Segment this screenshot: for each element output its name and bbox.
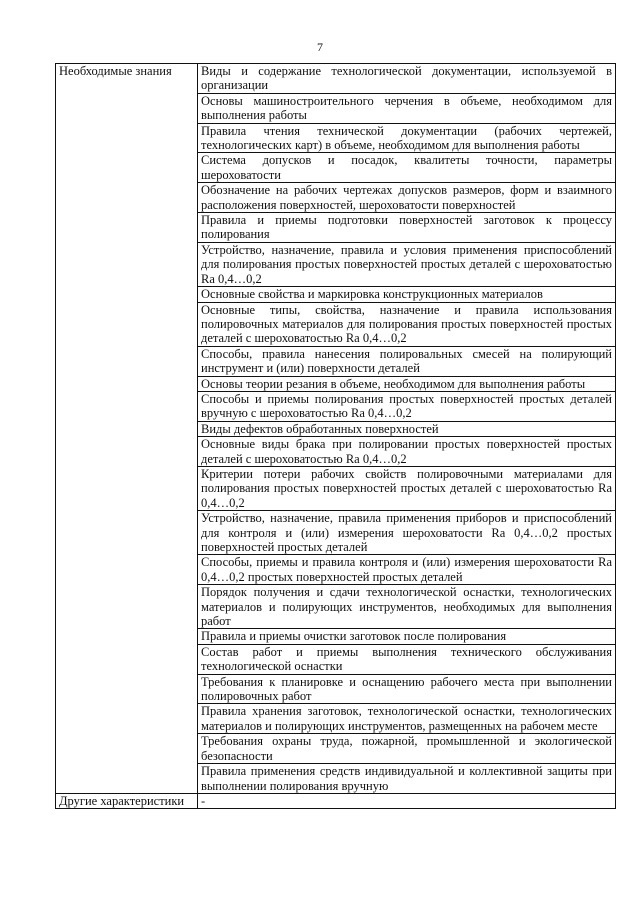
competency-table-body (56, 64, 616, 809)
requirement-item: Виды дефектов обработанных поверхностей (198, 421, 616, 436)
requirement-item: Устройство, назначение, правила и условия применения приспособлений для полирования простых поверхностей простых деталей с шероховатостью Ra 0,4…0,2 (198, 242, 616, 286)
table-row (56, 793, 616, 808)
requirement-item: Обозначение на рабочих чертежах допусков размеров, форм и взаимного расположения поверхностей, шероховатости поверхностей (198, 183, 616, 213)
table-row (56, 64, 616, 94)
row-header: Необходимые знания (56, 64, 198, 794)
requirement-item: Правила и приемы очистки заготовок после полирования (198, 629, 616, 644)
requirement-item: Система допусков и посадок, квалитеты точности, параметры шероховатости (198, 153, 616, 183)
requirement-item: Правила чтения технической документации (рабочих чертежей, технологических карт) в объеме, необходимом для выполнения работы (198, 123, 616, 153)
requirement-item: Устройство, назначение, правила применения приборов и приспособлений для контроля и (или) измерения шероховатости Ra 0,4…0,2 простых поверхностей простых деталей (198, 511, 616, 555)
requirement-item: - (198, 793, 616, 808)
requirement-item: Правила применения средств индивидуальной и коллективной защиты при выполнении полирования вручную (198, 764, 616, 794)
competency-table (55, 63, 616, 809)
requirement-item: Состав работ и приемы выполнения технического обслуживания технологической оснастки (198, 644, 616, 674)
requirement-item: Критерии потери рабочих свойств полировочными материалами для полирования простых поверхностей простых деталей с шероховатостью Ra 0,4…0,2 (198, 466, 616, 510)
requirement-item: Правила и приемы подготовки поверхностей заготовок к процессу полирования (198, 213, 616, 243)
requirement-item: Требования охраны труда, пожарной, промышленной и экологической безопасности (198, 734, 616, 764)
requirement-item: Способы, правила нанесения полировальных смесей на полирующий инструмент и (или) поверхности деталей (198, 346, 616, 376)
requirement-item: Основные виды брака при полировании простых поверхностей простых деталей с шероховатостью Ra 0,4…0,2 (198, 437, 616, 467)
requirement-item: Требования к планировке и оснащению рабочего места при выполнении полировочных работ (198, 674, 616, 704)
requirement-item: Виды и содержание технологической документации, используемой в организации (198, 64, 616, 94)
row-header: Другие характеристики (56, 793, 198, 808)
requirement-item: Способы и приемы полирования простых поверхностей простых деталей вручную с шероховатостью Ra 0,4…0,2 (198, 391, 616, 421)
page-number: 7 (317, 40, 323, 54)
requirement-item: Основы теории резания в объеме, необходимом для выполнения работы (198, 376, 616, 391)
requirement-item: Основные типы, свойства, назначение и правила использования полировочных материалов для полирования простых поверхностей простых деталей с шероховатостью Ra 0,4…0,2 (198, 302, 616, 346)
requirement-item: Порядок получения и сдачи технологической оснастки, технологических материалов и полирующих инструментов, необходимых для выполнения работ (198, 585, 616, 629)
requirement-item: Правила хранения заготовок, технологической оснастки, технологических материалов и полирующих инструментов, размещенных на рабочем месте (198, 704, 616, 734)
requirement-item: Способы, приемы и правила контроля и (или) измерения шероховатости Ra 0,4…0,2 простых поверхностей простых деталей (198, 555, 616, 585)
requirement-item: Основные свойства и маркировка конструкционных материалов (198, 287, 616, 302)
requirement-item: Основы машиностроительного черчения в объеме, необходимом для выполнения работы (198, 93, 616, 123)
